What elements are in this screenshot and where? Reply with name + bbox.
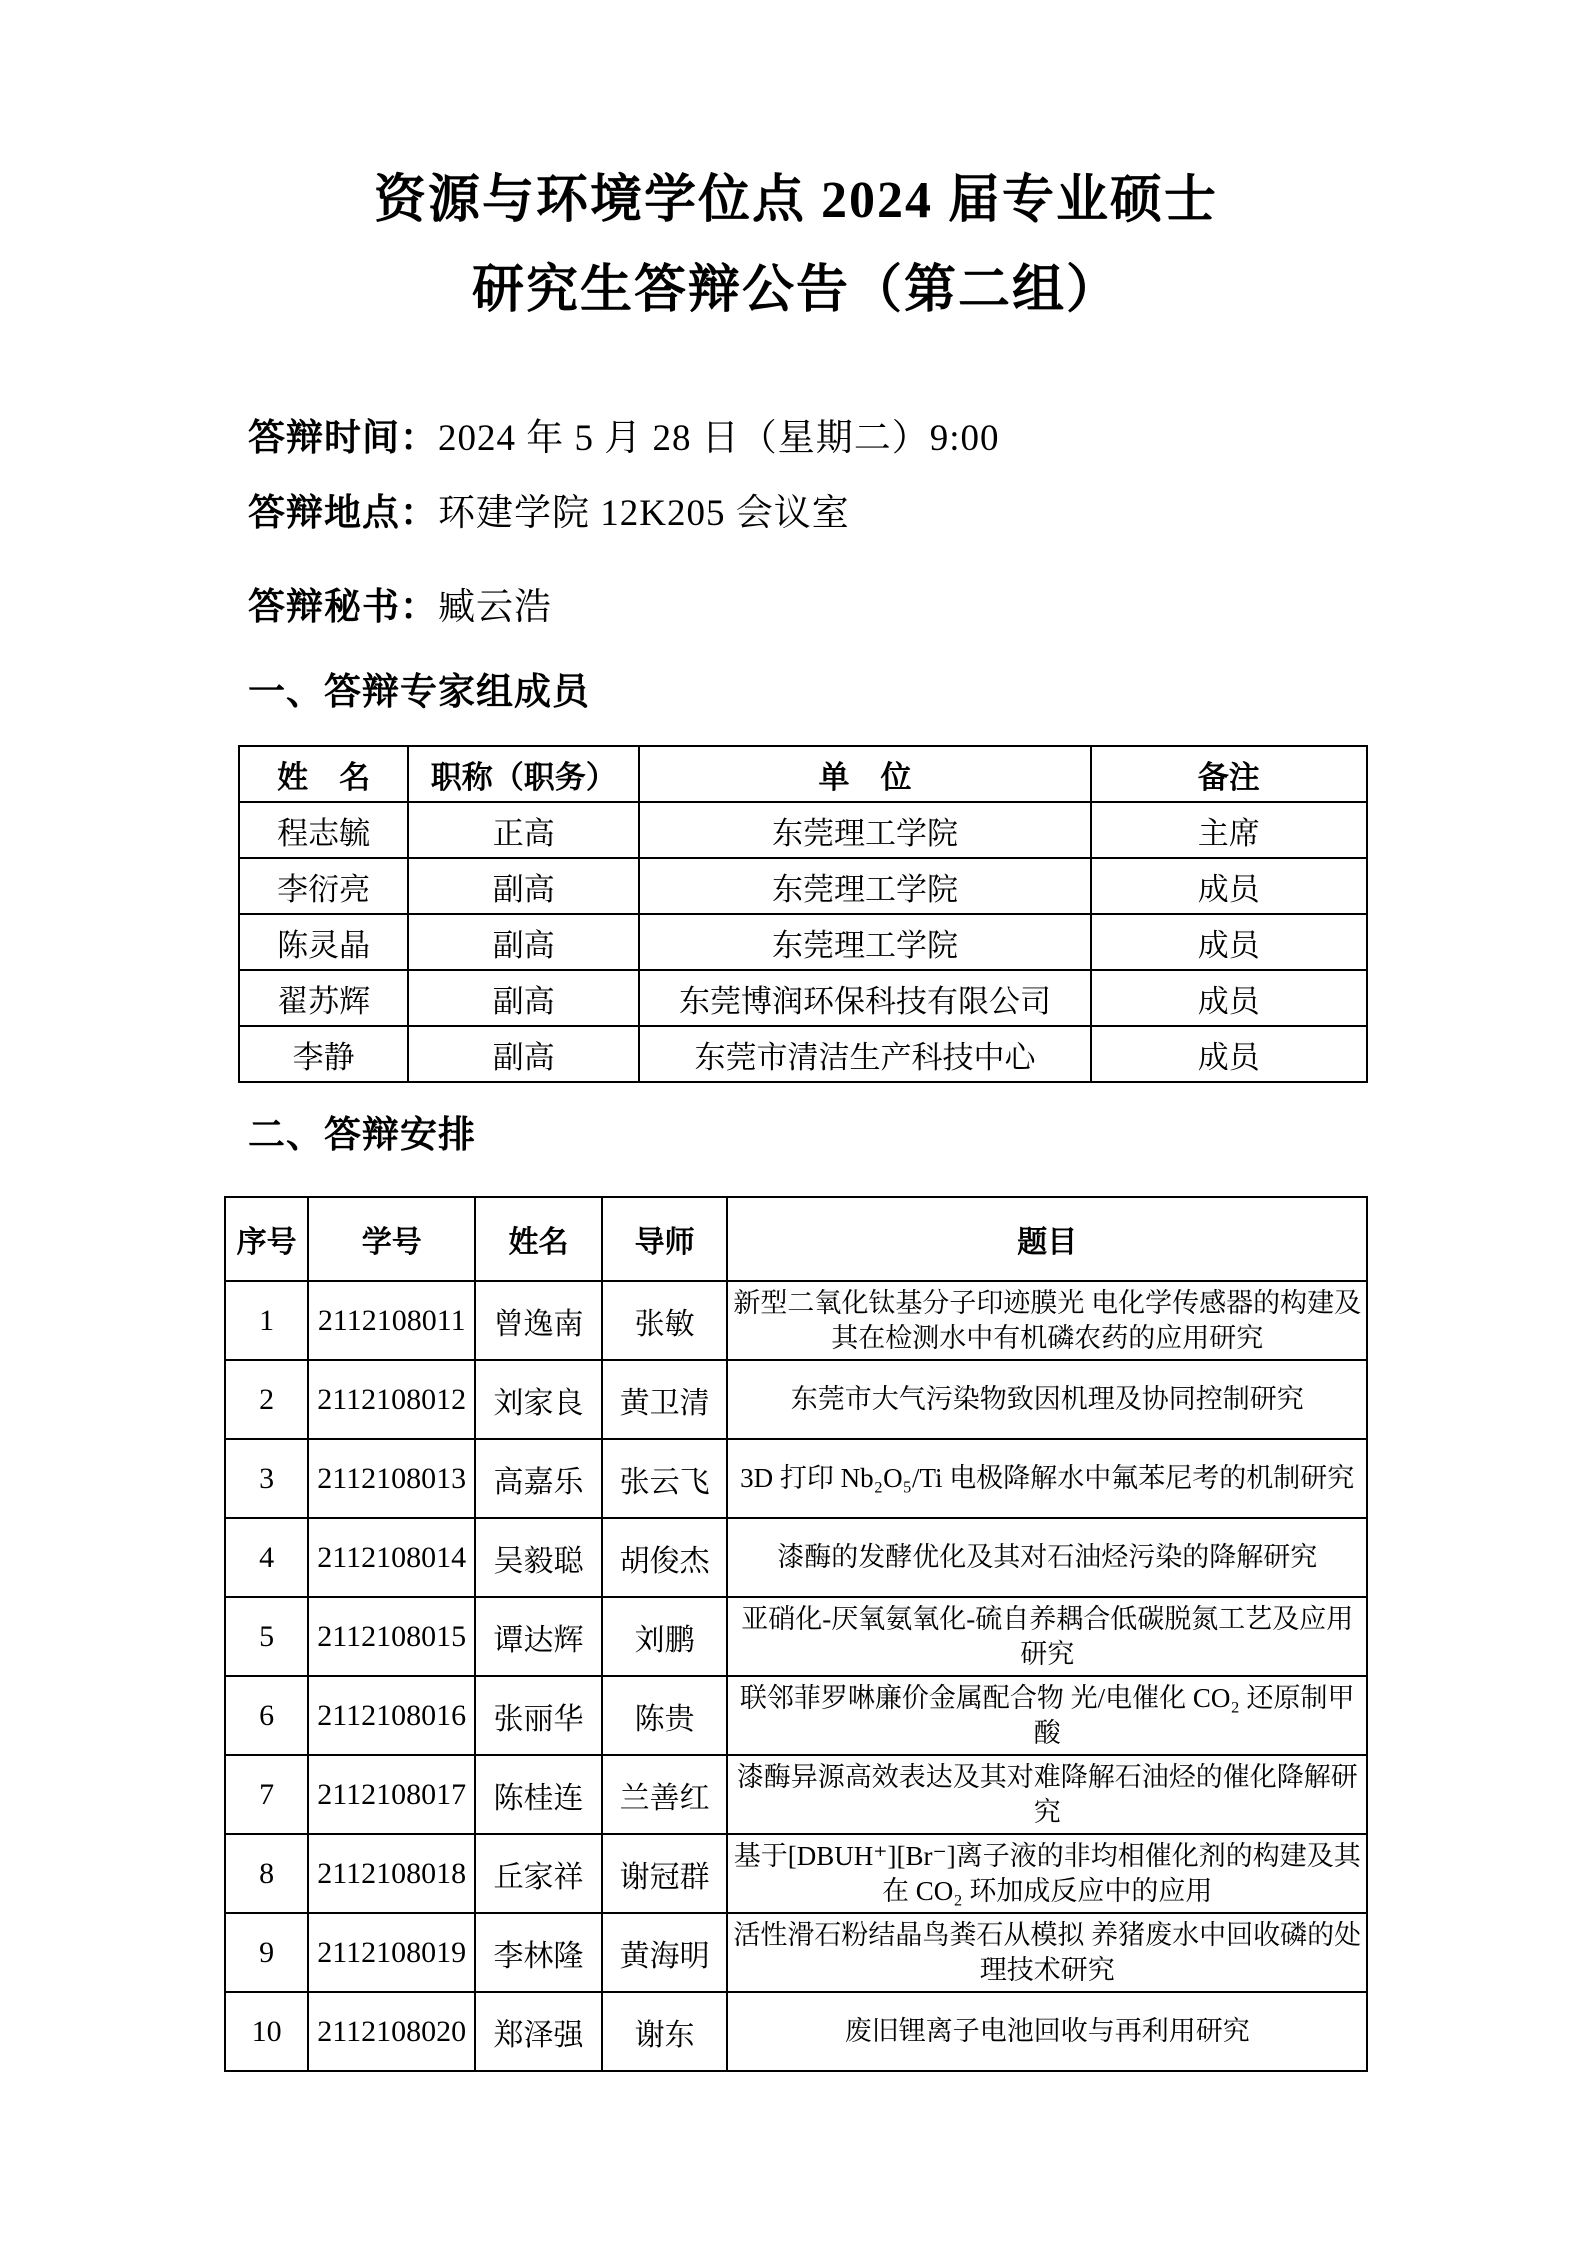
student-id: 2112108011 (308, 1281, 475, 1360)
member-name: 李衍亮 (239, 858, 408, 914)
student-id: 2112108012 (308, 1360, 475, 1439)
advisor-name: 谢冠群 (602, 1834, 728, 1913)
schedule-row (225, 1913, 1367, 1992)
schedule-row (225, 1676, 1367, 1755)
committee-header-row (239, 746, 1367, 802)
member-role: 成员 (1091, 970, 1367, 1026)
defense-time-value: 2024 年 5 月 28 日（星期二）9:00 (438, 418, 1000, 459)
member-name: 翟苏辉 (239, 970, 408, 1026)
student-no: 4 (225, 1518, 308, 1597)
advisor-name: 刘鹏 (602, 1597, 728, 1676)
schedule-row (225, 1518, 1367, 1597)
schedule-row (225, 1360, 1367, 1439)
student-name: 丘家祥 (475, 1834, 602, 1913)
member-org: 东莞理工学院 (639, 914, 1090, 970)
student-no: 3 (225, 1439, 308, 1518)
thesis-topic: 基于[DBUH⁺][Br⁻]离子液的非均相催化剂的构建及其在 CO₂ 环加成反应中的应用 (727, 1834, 1367, 1913)
student-id: 2112108016 (308, 1676, 475, 1755)
member-org: 东莞理工学院 (639, 858, 1090, 914)
student-name: 刘家良 (475, 1360, 602, 1439)
schedule-header-id: 学号 (308, 1197, 475, 1281)
student-no: 8 (225, 1834, 308, 1913)
member-name: 李静 (239, 1026, 408, 1082)
student-name: 高嘉乐 (475, 1439, 602, 1518)
student-no: 5 (225, 1597, 308, 1676)
section1-heading: 一、答辩专家组成员 (248, 672, 590, 713)
student-id: 2112108013 (308, 1439, 475, 1518)
defense-place-label: 答辩地点： (248, 493, 438, 534)
student-name: 曾逸南 (475, 1281, 602, 1360)
thesis-topic: 联邻菲罗啉廉价金属配合物 光/电催化 CO₂ 还原制甲酸 (727, 1676, 1367, 1755)
student-id: 2112108018 (308, 1834, 475, 1913)
thesis-topic: 东莞市大气污染物致因机理及协同控制研究 (727, 1360, 1367, 1439)
member-title: 正高 (408, 802, 639, 858)
schedule-row (225, 1439, 1367, 1518)
advisor-name: 胡俊杰 (602, 1518, 728, 1597)
thesis-topic: 废旧锂离子电池回收与再利用研究 (727, 1992, 1367, 2071)
committee-header-org: 单 位 (639, 746, 1090, 802)
student-no: 7 (225, 1755, 308, 1834)
committee-row (239, 858, 1367, 914)
student-name: 张丽华 (475, 1676, 602, 1755)
schedule-header-no: 序号 (225, 1197, 308, 1281)
thesis-topic: 亚硝化-厌氧氨氧化-硫自养耦合低碳脱氮工艺及应用研究 (727, 1597, 1367, 1676)
student-id: 2112108015 (308, 1597, 475, 1676)
student-no: 9 (225, 1913, 308, 1992)
member-name: 程志毓 (239, 802, 408, 858)
committee-row (239, 1026, 1367, 1082)
advisor-name: 兰善红 (602, 1755, 728, 1834)
defense-time-line (248, 414, 1368, 464)
committee-header-name: 姓 名 (239, 746, 408, 802)
committee-row (239, 802, 1367, 858)
student-no: 6 (225, 1676, 308, 1755)
document-title (224, 156, 1368, 336)
schedule-row (225, 1834, 1367, 1913)
committee-row (239, 914, 1367, 970)
schedule-row (225, 1597, 1367, 1676)
member-title: 副高 (408, 970, 639, 1026)
member-role: 成员 (1091, 1026, 1367, 1082)
committee-row (239, 970, 1367, 1026)
advisor-name: 谢东 (602, 1992, 728, 2071)
defense-secretary-label: 答辩秘书： (248, 587, 438, 628)
schedule-header-advisor: 导师 (602, 1197, 728, 1281)
member-name: 陈灵晶 (239, 914, 408, 970)
schedule-header-topic: 题目 (727, 1197, 1367, 1281)
member-title: 副高 (408, 858, 639, 914)
defense-place-value: 环建学院 12K205 会议室 (438, 493, 850, 534)
advisor-name: 黄卫清 (602, 1360, 728, 1439)
student-no: 1 (225, 1281, 308, 1360)
student-no: 10 (225, 1992, 308, 2071)
member-title: 副高 (408, 914, 639, 970)
member-org: 东莞博润环保科技有限公司 (639, 970, 1090, 1026)
member-role: 主席 (1091, 802, 1367, 858)
student-name: 郑泽强 (475, 1992, 602, 2071)
committee-header-title: 职称（职务） (408, 746, 639, 802)
student-id: 2112108014 (308, 1518, 475, 1597)
student-name: 李林隆 (475, 1913, 602, 1992)
member-org: 东莞市清洁生产科技中心 (639, 1026, 1090, 1082)
document-title-line2: 研究生答辩公告（第二组） (471, 262, 1120, 319)
thesis-topic: 活性滑石粉结晶鸟粪石从模拟 养猪废水中回收磷的处理技术研究 (727, 1913, 1367, 1992)
schedule-row (225, 1755, 1367, 1834)
schedule-header-name: 姓名 (475, 1197, 602, 1281)
defense-secretary-value: 臧云浩 (438, 587, 552, 628)
committee-header-note: 备注 (1091, 746, 1367, 802)
committee-table (238, 745, 1368, 1083)
student-id: 2112108020 (308, 1992, 475, 2071)
student-name: 谭达辉 (475, 1597, 602, 1676)
student-name: 吴毅聪 (475, 1518, 602, 1597)
student-id: 2112108019 (308, 1913, 475, 1992)
schedule-table (224, 1196, 1368, 2072)
student-no: 2 (225, 1360, 308, 1439)
thesis-topic: 3D 打印 Nb₂O₅/Ti 电极降解水中氟苯尼考的机制研究 (727, 1439, 1367, 1518)
thesis-topic: 漆酶的发酵优化及其对石油烃污染的降解研究 (727, 1518, 1367, 1597)
advisor-name: 张云飞 (602, 1439, 728, 1518)
member-org: 东莞理工学院 (639, 802, 1090, 858)
advisor-name: 张敏 (602, 1281, 728, 1360)
document-content (0, 156, 1586, 2072)
defense-secretary-line (248, 583, 1368, 633)
student-name: 陈桂连 (475, 1755, 602, 1834)
schedule-row (225, 1992, 1367, 2071)
student-id: 2112108017 (308, 1755, 475, 1834)
member-title: 副高 (408, 1026, 639, 1082)
section2-heading: 二、答辩安排 (248, 1115, 476, 1156)
info-block (224, 414, 1368, 633)
schedule-row (225, 1281, 1367, 1360)
advisor-name: 黄海明 (602, 1913, 728, 1992)
member-role: 成员 (1091, 914, 1367, 970)
defense-time-label: 答辩时间： (248, 418, 438, 459)
schedule-header-row (225, 1197, 1367, 1281)
thesis-topic: 漆酶异源高效表达及其对难降解石油烃的催化降解研究 (727, 1755, 1367, 1834)
advisor-name: 陈贵 (602, 1676, 728, 1755)
thesis-topic: 新型二氧化钛基分子印迹膜光 电化学传感器的构建及其在检测水中有机磷农药的应用研究 (727, 1281, 1367, 1360)
defense-place-line (248, 489, 1368, 539)
member-role: 成员 (1091, 858, 1367, 914)
document-title-line1: 资源与环境学位点 2024 届专业硕士 (373, 172, 1218, 229)
